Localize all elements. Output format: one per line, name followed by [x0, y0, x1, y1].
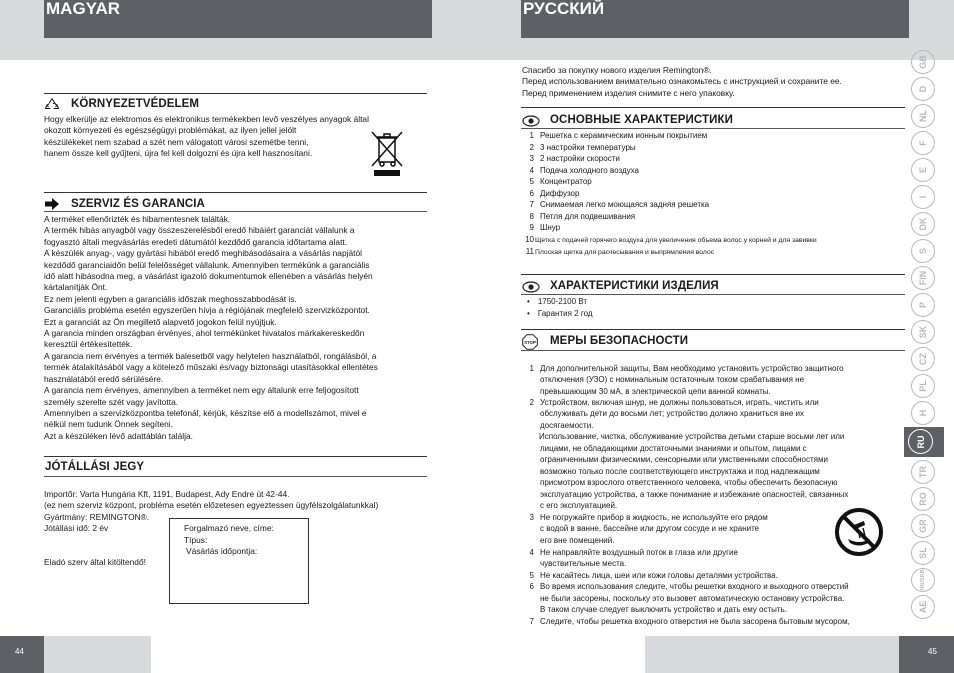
- service-title: SZERVIZ ÉS GARANCIA: [71, 198, 205, 210]
- intro-line: Спасибо за покупку нового изделия Remington®.: [522, 65, 712, 75]
- right-header-title: РУССКИЙ: [523, 0, 605, 18]
- specs-rule: [521, 274, 905, 275]
- safety-line: обслуживать дети до восьми лет; устройство должно храниться вне их: [540, 409, 804, 418]
- feature-item: 7 Снимаемая легко моющаяся задняя решетка: [529, 200, 710, 209]
- service-line: Ez nem jelenti egyben a garanciális időszak meghosszabbodását is.: [44, 293, 297, 304]
- lang-tab-nl[interactable]: NL: [911, 104, 935, 128]
- feature-item: 4 Подача холодного воздуха: [529, 166, 640, 175]
- safety-line: 4 Не направляйте воздушный поток в глаза или другие: [529, 548, 738, 557]
- lang-tab-f[interactable]: F: [911, 131, 935, 155]
- intro-line: Перед использованием внимательно ознакомьтесь с инструкцией и сохраните ее.: [522, 76, 842, 87]
- safety-line: эксплуатацию устройства, а также понимание и избежание опасностей, связанных: [540, 490, 849, 499]
- feature-item: 8 Петля для подвешивания: [529, 212, 636, 221]
- env-line: okozott környezeti és egészségügyi problémákat, az ilyen jellel jelölt: [44, 125, 297, 136]
- right-footer-band: [645, 636, 899, 673]
- right-page-number: 45: [928, 647, 937, 656]
- feature-item: 5 Концентратор: [529, 177, 592, 186]
- lang-tab-tr[interactable]: TR: [911, 460, 935, 484]
- safety-line: 6 Во время использования следите, чтобы решетки входного и выходного отверстий: [529, 582, 849, 591]
- importer-line: Importőr: Varta Hungária Kft, 1191, Budapest, Ady Endre út 42-44.: [44, 489, 290, 499]
- service-line: A készülék anyag-, vagy gyártási hibából eredő meghibásodásaira a vásárlás napjától: [44, 248, 362, 259]
- env-line: Hogy elkerülje az elektromos és elektronikus termékekben levő veszélyes anyagok által: [44, 114, 369, 124]
- env-line: készülékeket nem szabad a szét nem válogatott városi szemétbe tenni,: [44, 136, 309, 147]
- service-line: használatából eredő sérülésére.: [44, 373, 164, 384]
- spec-item: • 1750-2100 Вт: [527, 297, 588, 306]
- lang-tab-hr-srb[interactable]: HR/SRB: [911, 568, 935, 592]
- safety-line: 3 Не погружайте прибор в жидкость, не используйте его рядом: [529, 513, 768, 522]
- service-line: fogyasztó általi megvásárlás eredeti dátumától kezdődő garancia időtartama alatt.: [44, 236, 348, 247]
- env-text: [44, 114, 369, 160]
- safety-line: его вне помещений.: [540, 536, 615, 545]
- service-line: keresztül értékesítették.: [44, 339, 133, 350]
- seller-note: Eladó szerv által kitöltendő!: [44, 557, 146, 567]
- safety-line: с его эксплуатацией.: [540, 501, 618, 510]
- importer-line: Gyártmány: REMINGTON®.: [44, 511, 150, 522]
- feature-item: 1 Решетка с керамическим ионным покрытием: [529, 131, 708, 140]
- service-line: kártalanítják Önt.: [44, 282, 108, 293]
- safety-line: присмотром взрослого ответственного человека, чтобы обеспечить безопасную: [540, 478, 838, 487]
- lang-tab-ae[interactable]: AE: [911, 595, 935, 619]
- lang-tab-fin[interactable]: FIN: [911, 266, 935, 290]
- service-line: A garancia nem érvényes, amennyiben a terméket nem egy általunk erre feljogosított: [44, 385, 359, 396]
- lang-tab-gb[interactable]: GB: [911, 50, 935, 74]
- warranty-title: JÓTÁLLÁSI JEGY: [45, 461, 145, 473]
- safety-line: 7 Следите, чтобы решетка входного отверстия не была засорена бытовым мусором,: [529, 617, 850, 626]
- lang-tab-sl[interactable]: SL: [911, 541, 935, 565]
- service-line: nélkül nem tudunk Önnek segíteni.: [44, 419, 173, 430]
- safety-line: досягаемости.: [540, 421, 594, 430]
- service-line: kezdődő garanciaidőn belül felelősséget vállalunk. Amennyiben termékünk a garanciális: [44, 259, 370, 270]
- feature-item: 9 Шнур: [529, 223, 561, 232]
- safety-line: В таком случае следует выключить устройство и дать ему остыть.: [540, 605, 787, 614]
- crossed-bin-icon: [368, 130, 406, 178]
- language-sidebar: [910, 50, 936, 625]
- service-line: Amennyiben a szervizközpontba telefonál, kérjük, készítse elő a modellszámot, mivel e: [44, 407, 367, 418]
- features-rule: [521, 107, 905, 108]
- specs-title: ХАРАКТЕРИСТИКИ ИЗДЕЛИЯ: [550, 280, 719, 292]
- feature-item: 6 Диффузор: [529, 189, 580, 198]
- safety-title: МЕРЫ БЕЗОПАСНОСТИ: [550, 335, 689, 347]
- intro-text: [522, 65, 842, 99]
- lang-tab-e[interactable]: E: [911, 158, 935, 182]
- form-label-1: Forgalmazó neve, címe:: [184, 523, 274, 533]
- service-line: A garancia nem érvényes a termék balesetből vagy helytelen használatból, rongálásból, a: [44, 350, 377, 361]
- service-line: Ezt a garanciát az Ön megillető alapvető jogokon felül nyújtjuk.: [44, 316, 277, 327]
- safety-line: 1 Для дополнительной защиты, Вам необходимо установить устройство защитного: [529, 364, 844, 373]
- safety-line: 5 Не касайтесь лица, шеи или кожи головы деталями устройства.: [529, 571, 778, 580]
- intro-line: Перед применением изделия снимите с него упаковку.: [522, 87, 735, 98]
- service-line: termék átalakításából vagy a kötelező műszaki és/vagy biztonsági utasításokkal ellentétes: [44, 362, 378, 373]
- lang-tab-dk[interactable]: DK: [911, 212, 935, 236]
- right-header: [521, 0, 909, 38]
- warranty-underline: [44, 476, 427, 477]
- service-line: A termék hibás anyagból vagy összeszerelésből eredő hibáiért garanciát vállalunk a: [44, 225, 355, 236]
- features-title: ОСНОВНЫЕ ХАРАКТЕРИСТИКИ: [550, 114, 734, 126]
- left-header-title: MAGYAR: [46, 0, 120, 18]
- safety-line: превышающим 30 мА, в электрической цепи ванной комнаты.: [540, 387, 771, 396]
- lang-tab-h[interactable]: H: [911, 401, 935, 425]
- service-line: Azt a készüléken lévő adattáblán találja.: [44, 430, 193, 441]
- stop-icon: [522, 334, 538, 350]
- feature-item: 3 2 настройки скорости: [529, 154, 620, 163]
- service-line: A terméket ellenőrizték és hibamentesnek találták.: [44, 214, 231, 224]
- lang-tab-ru-active[interactable]: [904, 427, 944, 457]
- safety-line: не были засорены, поскольку это вызовет автоматическую остановку устройства.: [540, 594, 845, 603]
- left-footer-number-box: [0, 636, 44, 673]
- service-text: [44, 214, 378, 442]
- importer-line: Jótállási idő: 2 év: [44, 523, 109, 534]
- service-line: A garancia minden országban érvényes, ahol termékünket hivatalos márkakereskedőn: [44, 328, 365, 339]
- lang-tab-gr[interactable]: GR: [911, 514, 935, 538]
- env-line: hanem össze kell gyűjteni, újra fel kell dolgozni és újra kell hasznosítani.: [44, 148, 313, 159]
- importer-line: (ez nem szerviz központ, probléma esetén előzetesen egyeztessen ügyfélszolgálatunkkal): [44, 500, 379, 511]
- env-title: KÖRNYEZETVÉDELEM: [71, 98, 200, 110]
- lang-tab-ro[interactable]: RO: [911, 487, 935, 511]
- no-water-icon: [834, 507, 884, 557]
- lang-tab-p[interactable]: P: [911, 293, 935, 317]
- right-footer-number-box: [899, 636, 954, 673]
- eye-icon: [522, 280, 540, 292]
- left-header: [44, 0, 432, 38]
- specs-underline: [521, 294, 905, 295]
- form-label-3: Vásárlás időpontja:: [186, 546, 258, 556]
- service-line: személy szerelte szét vagy javította.: [44, 396, 179, 407]
- lang-tab-sk[interactable]: SK: [911, 320, 935, 344]
- features-underline: [521, 128, 905, 129]
- lang-tab-s[interactable]: S: [911, 239, 935, 263]
- arrow-right-icon: [45, 197, 59, 209]
- lang-tab-pl[interactable]: PL: [911, 374, 935, 398]
- safety-line: с водой в ванне, бассейне или другом сосуде и не храните: [540, 524, 760, 533]
- env-rule: [44, 93, 427, 94]
- safety-line: возможно только после соответствующего инструктажа и под надлежащим: [540, 467, 820, 476]
- eye-icon: [522, 114, 540, 126]
- left-footer-band: [44, 636, 151, 673]
- recycle-icon: [44, 97, 60, 111]
- warranty-rule: [44, 456, 427, 457]
- svg-text:STOP: STOP: [524, 340, 536, 345]
- safety-line: отключения (УЗО) с номинальным остаточным током срабатывания не: [540, 375, 805, 384]
- service-underline: [44, 211, 427, 212]
- lang-tab-ru-label: RU: [908, 429, 933, 454]
- safety-rule: [521, 329, 905, 330]
- safety-line: Использование, чистка, обслуживание устройства детьми старше восьми лет или: [539, 432, 845, 441]
- safety-line: 2 Устройством, включая шнур, не должны пользоваться, играть, чистить или: [529, 398, 819, 407]
- service-line: idő alatt hibásodna meg, a vásárlást igazoló dokumentumok ellenében a vásárlás helyén: [44, 271, 373, 282]
- lang-tab-i[interactable]: I: [911, 185, 935, 209]
- lang-tab-cz[interactable]: CZ: [911, 347, 935, 371]
- safety-line: лицами, не обладающими достаточными знаниями и опытом, лицами с: [540, 444, 807, 453]
- feature-item: 10Щетка с подачей горячего воздуха для увеличения объема волос у корней и для завивки: [525, 235, 817, 244]
- spec-item: • Гарантия 2 год: [527, 309, 593, 318]
- feature-item: 2 3 настройки температуры: [529, 143, 636, 152]
- feature-item: 11Плоская щетка для расчесывания и выпрямления волос: [525, 247, 715, 256]
- left-page-number: 44: [15, 647, 24, 656]
- service-line: Garanciális probléma esetén egyszerűen hívja a régiójának megfelelő szervizközpontot.: [44, 305, 370, 316]
- service-rule: [44, 192, 427, 193]
- safety-underline: [521, 350, 905, 351]
- safety-line: чувствительные места.: [540, 559, 627, 568]
- safety-line: ограниченными физическими, сенсорными или умственными способностями: [540, 455, 828, 464]
- form-label-2: Típus:: [184, 535, 208, 545]
- lang-tab-d[interactable]: D: [911, 77, 935, 101]
